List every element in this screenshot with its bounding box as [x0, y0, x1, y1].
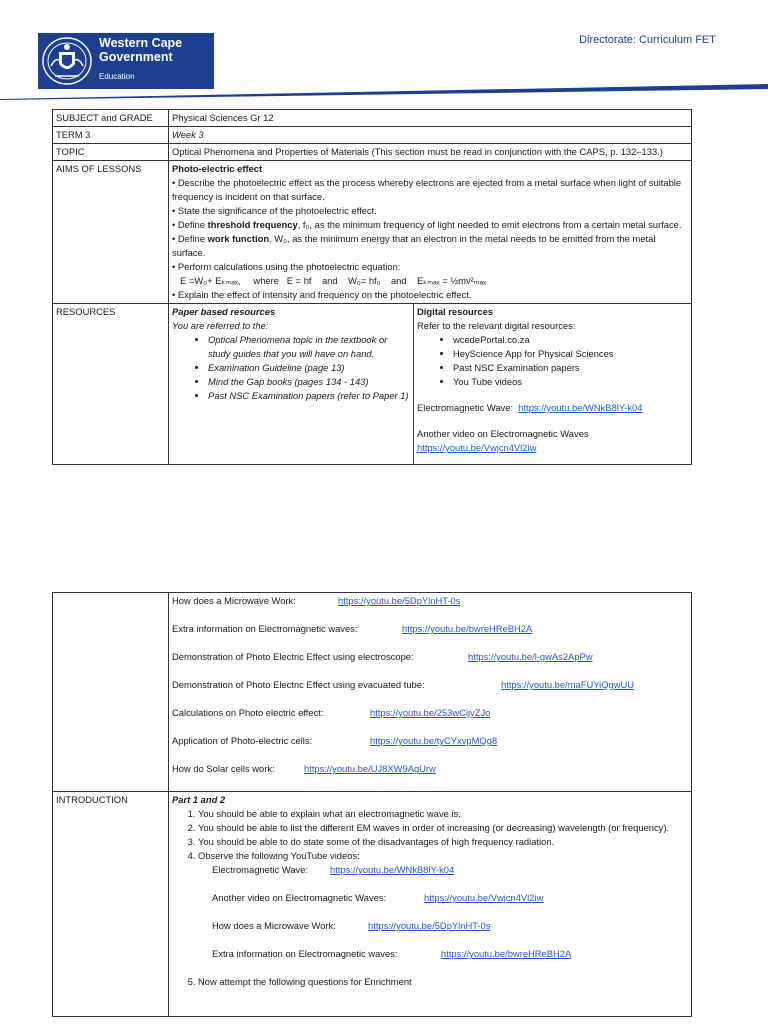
video-link-label: How does a Microwave Work: [212, 920, 336, 931]
video-link[interactable]: https://youtu.be/UJ8XW9AgUrw [304, 763, 436, 774]
aims-label: AIMS OF LESSONS [53, 161, 169, 304]
list-item: 3. You should be able to do state some of the disadvantages of high frequency radiation. [198, 835, 688, 849]
video-link-row [198, 863, 688, 891]
empty-label-cell [53, 593, 169, 792]
video-link-row [172, 594, 688, 622]
header-stripe [0, 80, 768, 100]
digital-resources-cell [414, 304, 692, 465]
term-value: Week 3 [169, 127, 692, 144]
em-wave-label: Electromagnetic Wave: [417, 402, 514, 413]
aim-text: , f₀, as the minimum frequency of light needed to emit electrons from a certain metal surface. [297, 219, 682, 230]
video-link[interactable]: https://youtu.be/Vwjcn4Vl2iw [424, 892, 544, 903]
intro-item-text: 4. Observe the following YouTube videos: [198, 850, 360, 861]
video-link-row [198, 919, 688, 947]
photoelectric-equation: E =W₀+ Eₖₘₐₓ, where E = hf and W₀= hf₀ and Eₖₘₐₓ = ½mv²ₘₐₓ [180, 275, 487, 286]
paper-resources-cell [169, 304, 414, 465]
table-row [53, 593, 692, 792]
list-item: • You Tube videos [453, 375, 688, 389]
logo-line-2: Government [99, 50, 173, 64]
subject-value: Physical Sciences Gr 12 [169, 110, 692, 127]
video-link[interactable]: https://youtu.be/maFUYiQgwUU [501, 679, 635, 690]
aim-term: threshold frequency [207, 219, 298, 230]
video-link-label: Another video on Electromagnetic Waves: [212, 892, 387, 903]
video-link-row [172, 734, 688, 762]
logo-subtitle: Education [99, 72, 135, 81]
intro-list [172, 807, 688, 989]
video-link[interactable]: https://youtu.be/l-gwAs2ApPw [468, 651, 593, 662]
paper-list [172, 333, 410, 403]
subject-label: SUBJECT and GRADE [53, 110, 169, 127]
topic-label: TOPIC [53, 144, 169, 161]
list-item: 5. Now attempt the following questions for Enrichment [198, 975, 688, 989]
video-link-label: Demonstration of Photo Electric Effect using evacuated tube: [172, 679, 425, 690]
introduction-cell [169, 792, 692, 1017]
video-link[interactable]: https://youtu.be/5DpYlnHT-0s [368, 920, 491, 931]
video-link-row [198, 947, 688, 975]
table-row [53, 304, 692, 465]
aims-heading: Photo-electric effect [172, 163, 263, 174]
list-item [198, 849, 688, 975]
table-row [53, 792, 692, 1017]
list-item: • HeyScience App for Physical Sciences [453, 347, 688, 361]
list-item: • Examination Guideline (page 13) [208, 361, 410, 375]
logo-line-1: Western Cape [99, 36, 183, 50]
video-link-row [172, 678, 688, 706]
video-link-row [172, 706, 688, 734]
table-row [53, 144, 692, 161]
em-video-label: Another video on Electromagnetic Waves [417, 428, 589, 439]
video-link[interactable]: https://youtu.be/5DpYlnHT-0s [338, 595, 461, 606]
video-link-label: Extra information on Electromagnetic waves: [212, 948, 398, 959]
coat-of-arms-icon [41, 36, 93, 86]
list-item: 2. You should be able to list the different EM waves in order of increasing (or decreasing) wavelength (or frequency). [198, 821, 688, 835]
video-link-label: How do Solar cells work: [172, 763, 275, 774]
video-link[interactable]: https://youtu.be/253wCijyZJo [370, 707, 491, 718]
video-link[interactable]: https://youtu.be/WNkB8lY-k04 [330, 864, 455, 875]
logo-title [99, 36, 182, 64]
paper-intro: You are referred to the: [172, 320, 269, 331]
digital-list [417, 333, 688, 389]
list-item: • Optical Phenomena topic in the textbook or study guides that you will have on hand. [208, 333, 410, 361]
digital-intro: Refer to the relevant digital resources: [417, 320, 576, 331]
table-row [53, 161, 692, 304]
aim-item: • State the significance of the photoelectric effect. [172, 205, 377, 216]
list-item: • Mind the Gap books (pages 134 - 143) [208, 375, 410, 389]
aim-text: • Define [172, 233, 208, 244]
list-item: • wcedePortal.co.za [453, 333, 688, 347]
video-link[interactable]: https://youtu.be/bwreHReBH2A [402, 623, 533, 634]
page-header [0, 0, 768, 100]
video-link-label: How does a Microwave Work: [172, 595, 296, 606]
aims-cell [169, 161, 692, 304]
em-video-link[interactable]: https://youtu.be/Vwjcn4Vl2iw [417, 442, 537, 453]
intro-heading: Part 1 and 2 [172, 794, 226, 805]
em-wave-link[interactable]: https://youtu.be/WNkB8lY-k04 [518, 402, 643, 413]
em-wave-row [417, 401, 688, 415]
list-item: • Past NSC Examination papers (refer to Paper 1) [208, 389, 410, 403]
lesson-links-table [52, 592, 692, 1017]
video-link-label: Extra information on Electromagnetic waves: [172, 623, 358, 634]
introduction-label: INTRODUCTION [53, 792, 169, 1017]
video-link-row [198, 891, 688, 919]
table-row [53, 127, 692, 144]
aim-item [172, 232, 688, 260]
video-link-row [172, 622, 688, 650]
video-link-label: Electromagnetic Wave: [212, 864, 309, 875]
video-link[interactable]: https://youtu.be/tyCYxvpMQg8 [370, 735, 498, 746]
directorate-label: Directorate: Curriculum FET [579, 34, 716, 46]
aim-text: • Define [172, 219, 208, 230]
list-item: 1. You should be able to explain what an electromagnetic wave is. [198, 807, 688, 821]
video-link-label: Application of Photo-electric cells: [172, 735, 313, 746]
aim-term: work function [207, 233, 270, 244]
video-link[interactable]: https://youtu.be/bwreHReBH2A [441, 948, 572, 959]
video-links-cell [169, 593, 692, 792]
digital-heading: Digital resources [417, 306, 494, 317]
video-link-row [172, 762, 688, 790]
topic-value: Optical Phenomena and Properties of Materials (This section must be read in conjunction with the CAPS, p. 132–133.) [169, 144, 692, 161]
video-link-label: Demonstration of Photo Electric Effect using electroscope: [172, 651, 414, 662]
aim-item [172, 218, 688, 232]
resources-label: RESOURCES [53, 304, 169, 465]
lesson-info-table [52, 109, 692, 465]
video-link-row [172, 650, 688, 678]
aim-text: , W₀, as the minimum energy that an electron in the metal needs to be emitted from the metal surface. [172, 233, 656, 258]
paper-heading: Paper based resources [172, 306, 276, 317]
aim-item: • Perform calculations using the photoelectric equation: [172, 261, 401, 272]
list-item: • Past NSC Examination papers [453, 361, 688, 375]
term-label: TERM 3 [53, 127, 169, 144]
table-row [53, 110, 692, 127]
aim-item: • Explain the effect of intensity and frequency on the photoelectric effect. [172, 289, 472, 300]
video-link-label: Calculations on Photo electric effect: [172, 707, 324, 718]
aim-item: • Describe the photoelectric effect as the process whereby electrons are ejected from a metal surface when light of suitable frequency is incident on that surface. [172, 177, 682, 202]
